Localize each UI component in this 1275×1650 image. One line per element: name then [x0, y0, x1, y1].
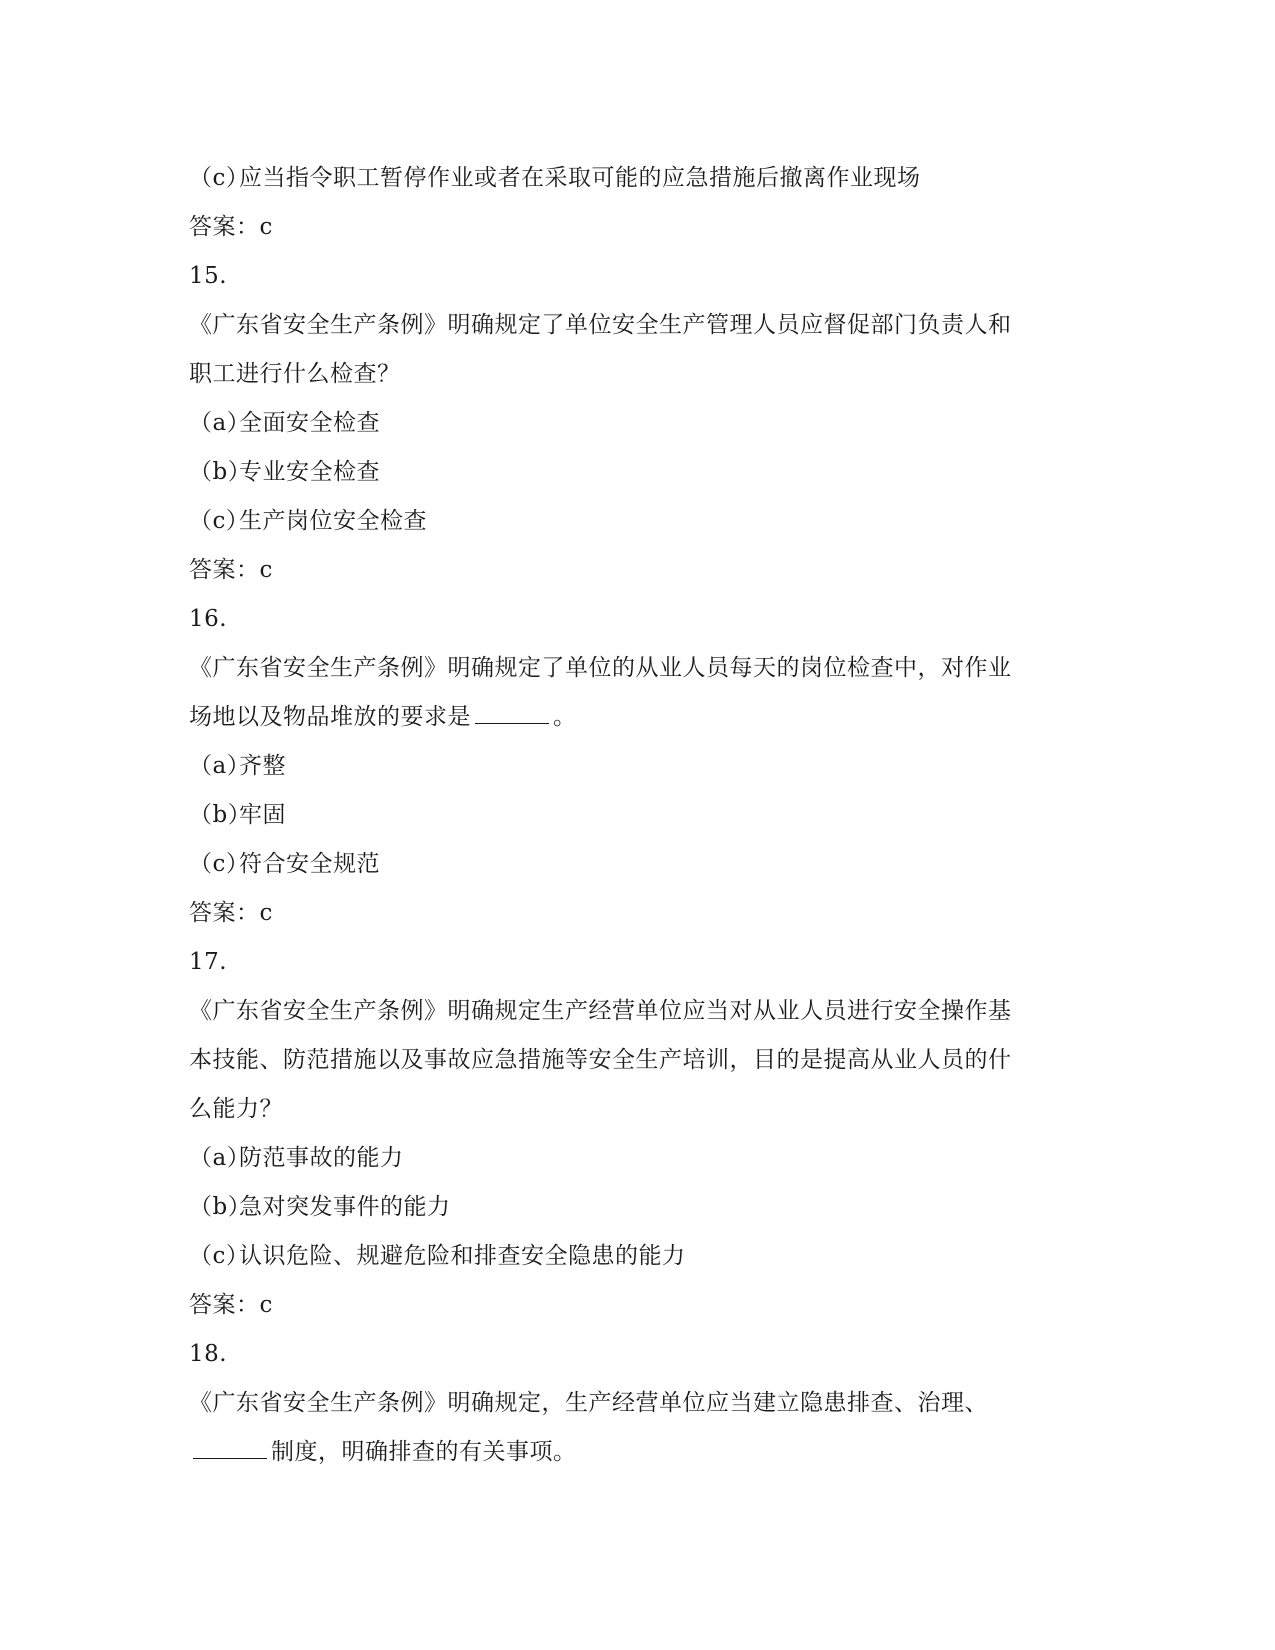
- text-before-blank: 场地以及物品堆放的要求是: [189, 704, 471, 730]
- option-tag: （c）: [189, 1243, 250, 1269]
- option-line: [189, 1232, 1089, 1281]
- option-text: 生产岗位安全检查: [239, 508, 427, 534]
- option-text: 全面安全检查: [239, 410, 380, 436]
- text-after-blank: 制度，明确排查的有关事项。: [271, 1439, 577, 1465]
- option-tag: （c）: [189, 165, 250, 191]
- option-line: [189, 497, 1089, 546]
- option-text: 急对突发事件的能力: [239, 1194, 451, 1220]
- question-text: 么能力？: [189, 1096, 283, 1122]
- question-text: 本技能、防范措施以及事故应急措施等安全生产培训，目的是提高从业人员的什: [189, 1047, 1012, 1073]
- option-text: 牢固: [239, 802, 286, 828]
- option-tag: （b）: [189, 1194, 252, 1220]
- option-line: [189, 840, 1089, 889]
- document-page: [189, 154, 1089, 1477]
- option-tag: （b）: [189, 459, 252, 485]
- question-number: 18.: [189, 1341, 228, 1367]
- option-tag: （a）: [189, 753, 251, 779]
- option-line: [189, 1134, 1089, 1183]
- option-line: [189, 791, 1089, 840]
- fill-in-blank-line: [189, 693, 1089, 742]
- option-tag: （a）: [189, 410, 251, 436]
- answer-blank: [475, 705, 549, 724]
- question-number: 17.: [189, 949, 228, 975]
- option-line: [189, 742, 1089, 791]
- option-text: 防范事故的能力: [239, 1145, 404, 1171]
- question-number: 16.: [189, 606, 228, 632]
- question-text: 《广东省安全生产条例》明确规定了单位安全生产管理人员应督促部门负责人和: [189, 312, 1012, 338]
- option-text: 专业安全检查: [239, 459, 380, 485]
- option-text: 认识危险、规避危险和排查安全隐患的能力: [239, 1243, 686, 1269]
- answer-blank: [193, 1440, 267, 1459]
- fill-in-blank-line: [189, 1428, 1089, 1477]
- option-tag: （a）: [189, 1145, 251, 1171]
- option-line: [189, 154, 1089, 203]
- option-line: [189, 1183, 1089, 1232]
- text-after-blank: 。: [553, 704, 577, 730]
- answer-line: 答案：c: [189, 900, 273, 926]
- option-text: 齐整: [239, 753, 286, 779]
- question-text: 《广东省安全生产条例》明确规定了单位的从业人员每天的岗位检查中，对作业: [189, 655, 1012, 681]
- option-tag: （b）: [189, 802, 252, 828]
- option-text: 应当指令职工暂停作业或者在采取可能的应急措施后撤离作业现场: [239, 165, 921, 191]
- option-line: [189, 448, 1089, 497]
- answer-line: 答案：c: [189, 557, 273, 583]
- option-tag: （c）: [189, 508, 250, 534]
- option-tag: （c）: [189, 851, 250, 877]
- answer-line: 答案：c: [189, 214, 273, 240]
- question-number: 15.: [189, 263, 228, 289]
- answer-line: 答案：c: [189, 1292, 273, 1318]
- option-text: 符合安全规范: [239, 851, 380, 877]
- option-line: [189, 399, 1089, 448]
- question-text: 职工进行什么检查？: [189, 361, 401, 387]
- question-text: 《广东省安全生产条例》明确规定生产经营单位应当对从业人员进行安全操作基: [189, 998, 1012, 1024]
- question-text: 《广东省安全生产条例》明确规定，生产经营单位应当建立隐患排查、治理、: [189, 1390, 988, 1416]
